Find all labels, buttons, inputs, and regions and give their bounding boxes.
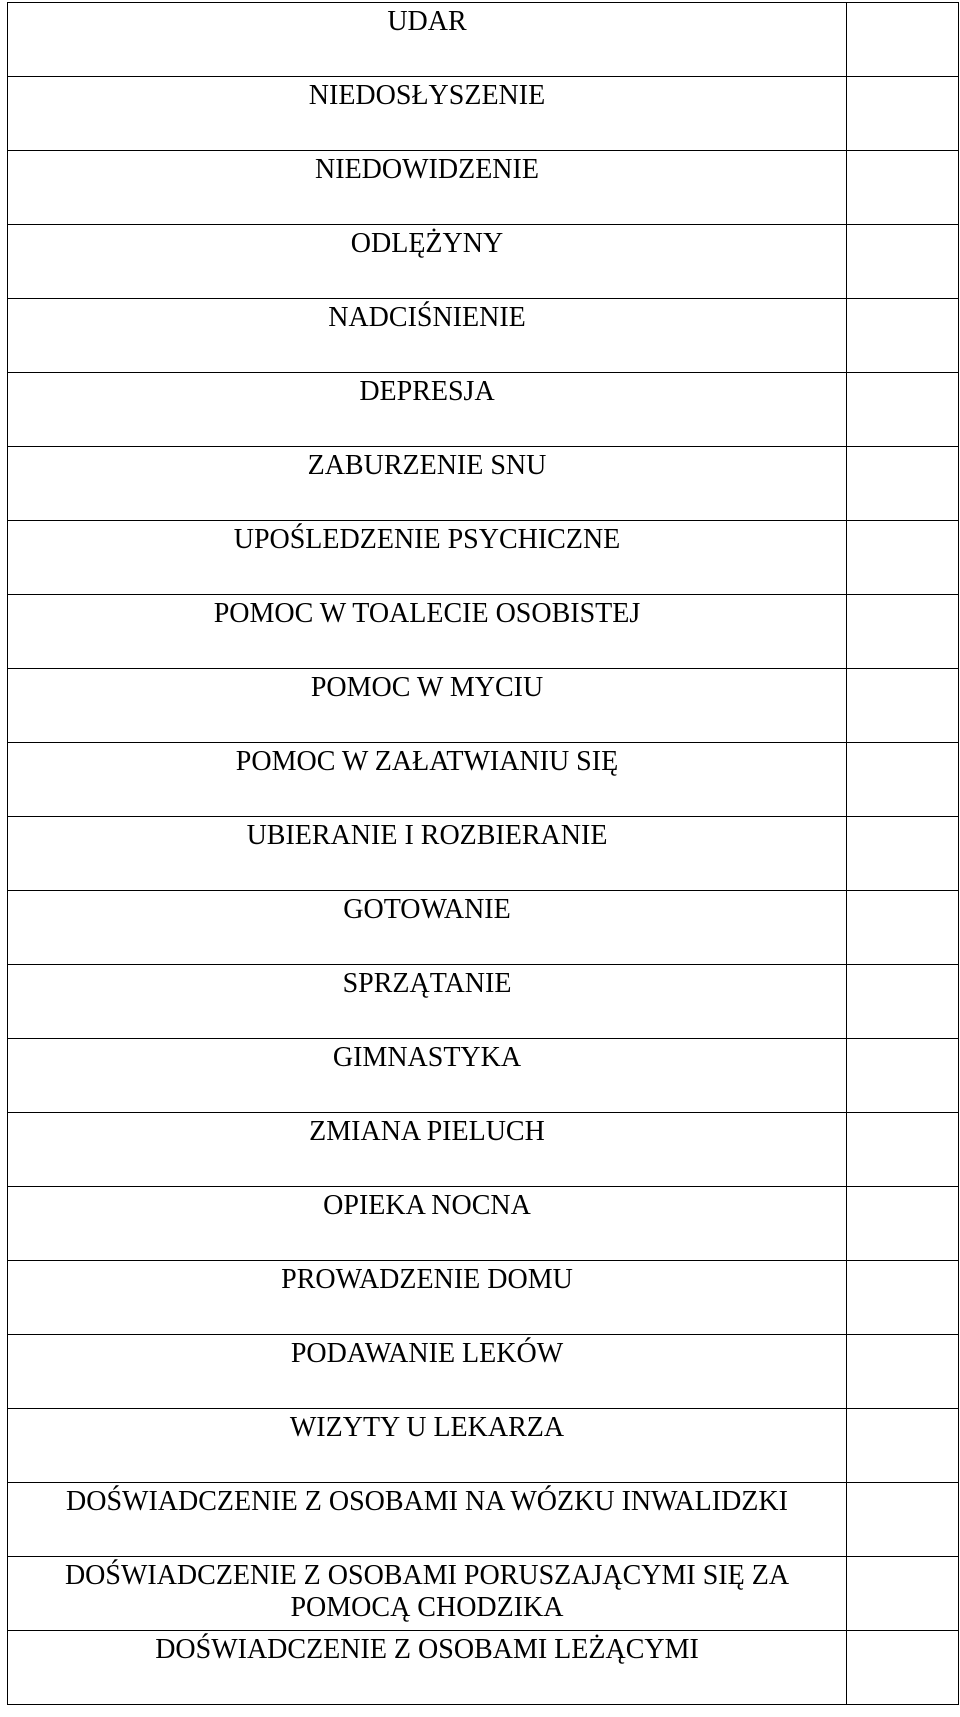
check-box-cell[interactable]: [847, 595, 959, 669]
table-row: [8, 965, 959, 1039]
row-label: DOŚWIADCZENIE Z OSOBAMI LEŻĄCYMI: [8, 1631, 847, 1705]
table-row: [8, 3, 959, 77]
table-row: [8, 743, 959, 817]
row-label: GIMNASTYKA: [8, 1039, 847, 1113]
table-row: [8, 1631, 959, 1705]
check-box-cell[interactable]: [847, 1187, 959, 1261]
check-box-cell[interactable]: [847, 817, 959, 891]
check-box-cell[interactable]: [847, 521, 959, 595]
row-label: DOŚWIADCZENIE Z OSOBAMI NA WÓZKU INWALIDZKI: [8, 1483, 847, 1557]
table-row: [8, 1039, 959, 1113]
table-row: [8, 373, 959, 447]
table-row: [8, 817, 959, 891]
row-label: GOTOWANIE: [8, 891, 847, 965]
check-box-cell[interactable]: [847, 965, 959, 1039]
row-label: DOŚWIADCZENIE Z OSOBAMI PORUSZAJĄCYMI SIĘ ZA POMOCĄ CHODZIKA: [8, 1557, 847, 1631]
table-row: [8, 669, 959, 743]
table-row: [8, 595, 959, 669]
check-box-cell[interactable]: [847, 1409, 959, 1483]
check-box-cell[interactable]: [847, 1631, 959, 1705]
table-row: [8, 77, 959, 151]
table-row: [8, 447, 959, 521]
row-label: PODAWANIE LEKÓW: [8, 1335, 847, 1409]
table-row: [8, 1483, 959, 1557]
row-label: ZABURZENIE SNU: [8, 447, 847, 521]
check-box-cell[interactable]: [847, 447, 959, 521]
row-label: UBIERANIE I ROZBIERANIE: [8, 817, 847, 891]
row-label: PROWADZENIE DOMU: [8, 1261, 847, 1335]
row-label: ZMIANA PIELUCH: [8, 1113, 847, 1187]
row-label: ODLĘŻYNY: [8, 225, 847, 299]
row-label: POMOC W MYCIU: [8, 669, 847, 743]
row-label: UPOŚLEDZENIE PSYCHICZNE: [8, 521, 847, 595]
table-row: [8, 1409, 959, 1483]
row-label: UDAR: [8, 3, 847, 77]
check-box-cell[interactable]: [847, 1261, 959, 1335]
table-row: [8, 1261, 959, 1335]
check-box-cell[interactable]: [847, 299, 959, 373]
row-label: OPIEKA NOCNA: [8, 1187, 847, 1261]
table-row: [8, 891, 959, 965]
table-row: [8, 225, 959, 299]
table-row: [8, 1113, 959, 1187]
check-box-cell[interactable]: [847, 891, 959, 965]
check-box-cell[interactable]: [847, 225, 959, 299]
table-row: [8, 1557, 959, 1631]
table-row: [8, 1187, 959, 1261]
row-label: WIZYTY U LEKARZA: [8, 1409, 847, 1483]
row-label: NIEDOSŁYSZENIE: [8, 77, 847, 151]
check-box-cell[interactable]: [847, 151, 959, 225]
checklist-table: [7, 2, 959, 1705]
row-label: POMOC W ZAŁATWIANIU SIĘ: [8, 743, 847, 817]
row-label: DEPRESJA: [8, 373, 847, 447]
check-box-cell[interactable]: [847, 1113, 959, 1187]
table-row: [8, 299, 959, 373]
check-box-cell[interactable]: [847, 1039, 959, 1113]
check-box-cell[interactable]: [847, 669, 959, 743]
check-box-cell[interactable]: [847, 373, 959, 447]
row-label: POMOC W TOALECIE OSOBISTEJ: [8, 595, 847, 669]
check-box-cell[interactable]: [847, 1557, 959, 1631]
check-box-cell[interactable]: [847, 77, 959, 151]
row-label: NADCIŚNIENIE: [8, 299, 847, 373]
check-box-cell[interactable]: [847, 743, 959, 817]
table-row: [8, 151, 959, 225]
table-row: [8, 1335, 959, 1409]
table-row: [8, 521, 959, 595]
check-box-cell[interactable]: [847, 3, 959, 77]
check-box-cell[interactable]: [847, 1483, 959, 1557]
row-label: NIEDOWIDZENIE: [8, 151, 847, 225]
row-label: SPRZĄTANIE: [8, 965, 847, 1039]
check-box-cell[interactable]: [847, 1335, 959, 1409]
